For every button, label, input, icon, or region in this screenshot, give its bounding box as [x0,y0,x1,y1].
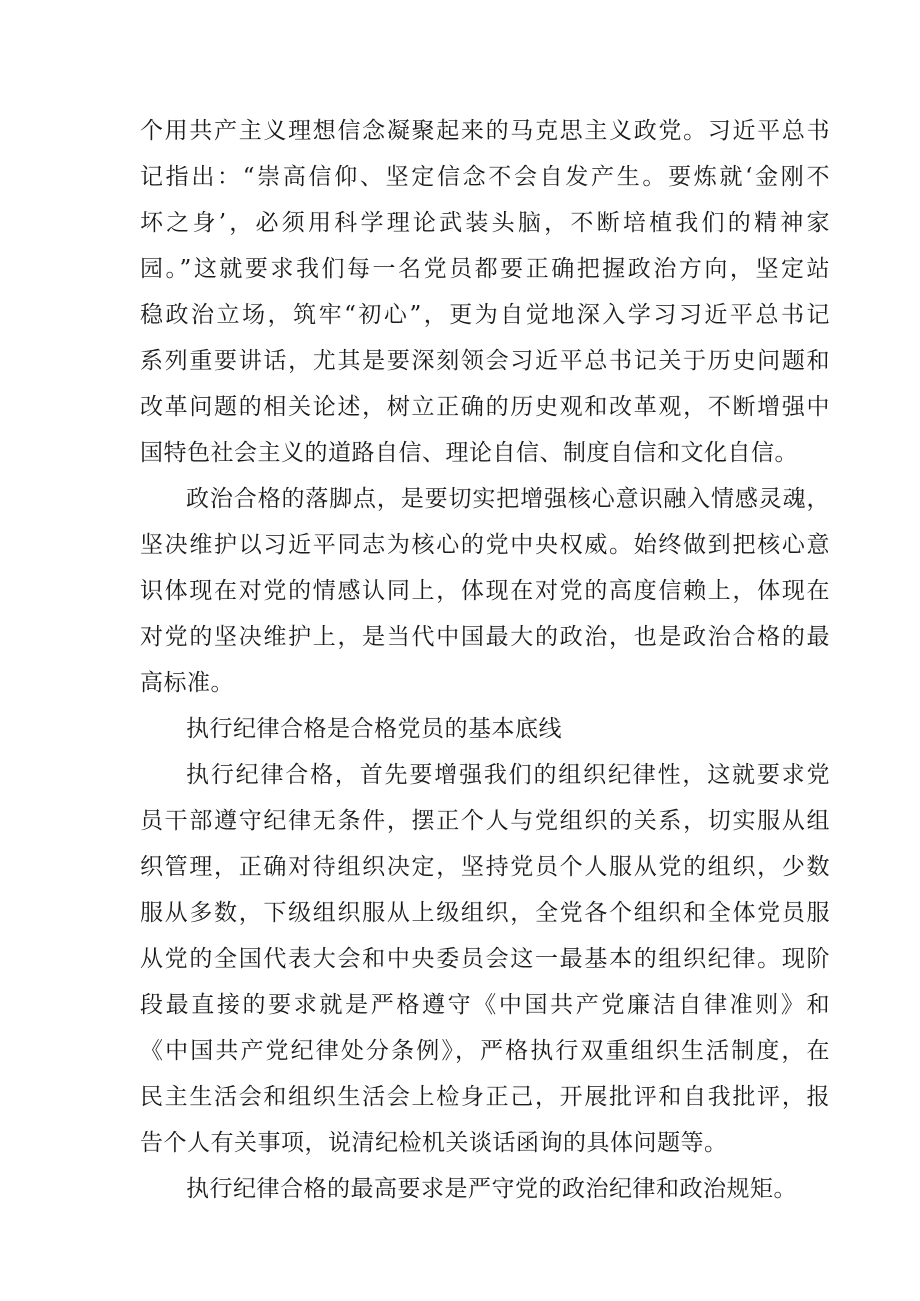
paragraph-3-line-5: 从党的全国代表大会和中央委员会这一最基本的组织纪律。现阶 [140,946,830,972]
paragraph-3-line-1: 执行纪律合格，首先要增强我们的组织纪律性，这就要求党 [186,762,830,788]
paragraph-2-line-4: 对党的坚决维护上，是当代中国最大的政治，也是政治合格的最 [140,624,830,650]
paragraph-3-line-6: 段最直接的要求就是严格遵守《中国共产党廉洁自律准则》和 [140,992,830,1018]
paragraph-1-line-7: 改革问题的相关论述，树立正确的历史观和改革观，不断增强中 [140,394,830,420]
paragraph-1-line-3: 坏之身’，必须用科学理论武装头脑，不断培植我们的精神家 [140,210,830,236]
paragraph-2-line-1: 政治合格的落脚点，是要切实把增强核心意识融入情感灵魂， [186,486,830,512]
paragraph-2-line-3: 识体现在对党的情感认同上，体现在对党的高度信赖上，体现在 [140,578,830,604]
paragraph-3-line-9: 告个人有关事项，说清纪检机关谈话函询的具体问题等。 [140,1130,728,1156]
paragraph-3-line-7: 《中国共产党纪律处分条例》，严格执行双重组织生活制度，在 [140,1038,830,1064]
paragraph-3-line-3: 织管理，正确对待组织决定，坚持党员个人服从党的组织，少数 [140,854,830,880]
paragraph-2-line-2: 坚决维护以习近平同志为核心的党中央权威。始终做到把核心意 [140,532,830,558]
paragraph-3-line-8: 民主生活会和组织生活会上检身正己，开展批评和自我批评，报 [140,1084,830,1110]
paragraph-3-line-2: 员干部遵守纪律无条件，摆正个人与党组织的关系，切实服从组 [140,808,830,834]
paragraph-1-line-1: 个用共产主义理想信念凝聚起来的马克思主义政党。习近平总书 [140,118,830,144]
paragraph-1-line-2: 记指出：“崇高信仰、坚定信念不会自发产生。要炼就‘金刚不 [140,164,830,190]
paragraph-1-line-8: 国特色社会主义的道路自信、理论自信、制度自信和文化自信。 [140,440,798,466]
paragraph-2-line-5: 高标准。 [140,670,234,696]
paragraph-1-line-5: 稳政治立场，筑牢“初心”，更为自觉地深入学习习近平总书记 [140,302,830,328]
paragraph-1-line-4: 园。”这就要求我们每一名党员都要正确把握政治方向，坚定站 [140,256,830,282]
paragraph-3-line-4: 服从多数，下级组织服从上级组织，全党各个组织和全体党员服 [140,900,830,926]
paragraph-1-line-6: 系列重要讲话，尤其是要深刻领会习近平总书记关于历史问题和 [140,348,830,374]
paragraph-4-line-1: 执行纪律合格的最高要求是严守党的政治纪律和政治规矩。 [186,1176,797,1202]
section-heading: 执行纪律合格是合格党员的基本底线 [186,716,562,742]
